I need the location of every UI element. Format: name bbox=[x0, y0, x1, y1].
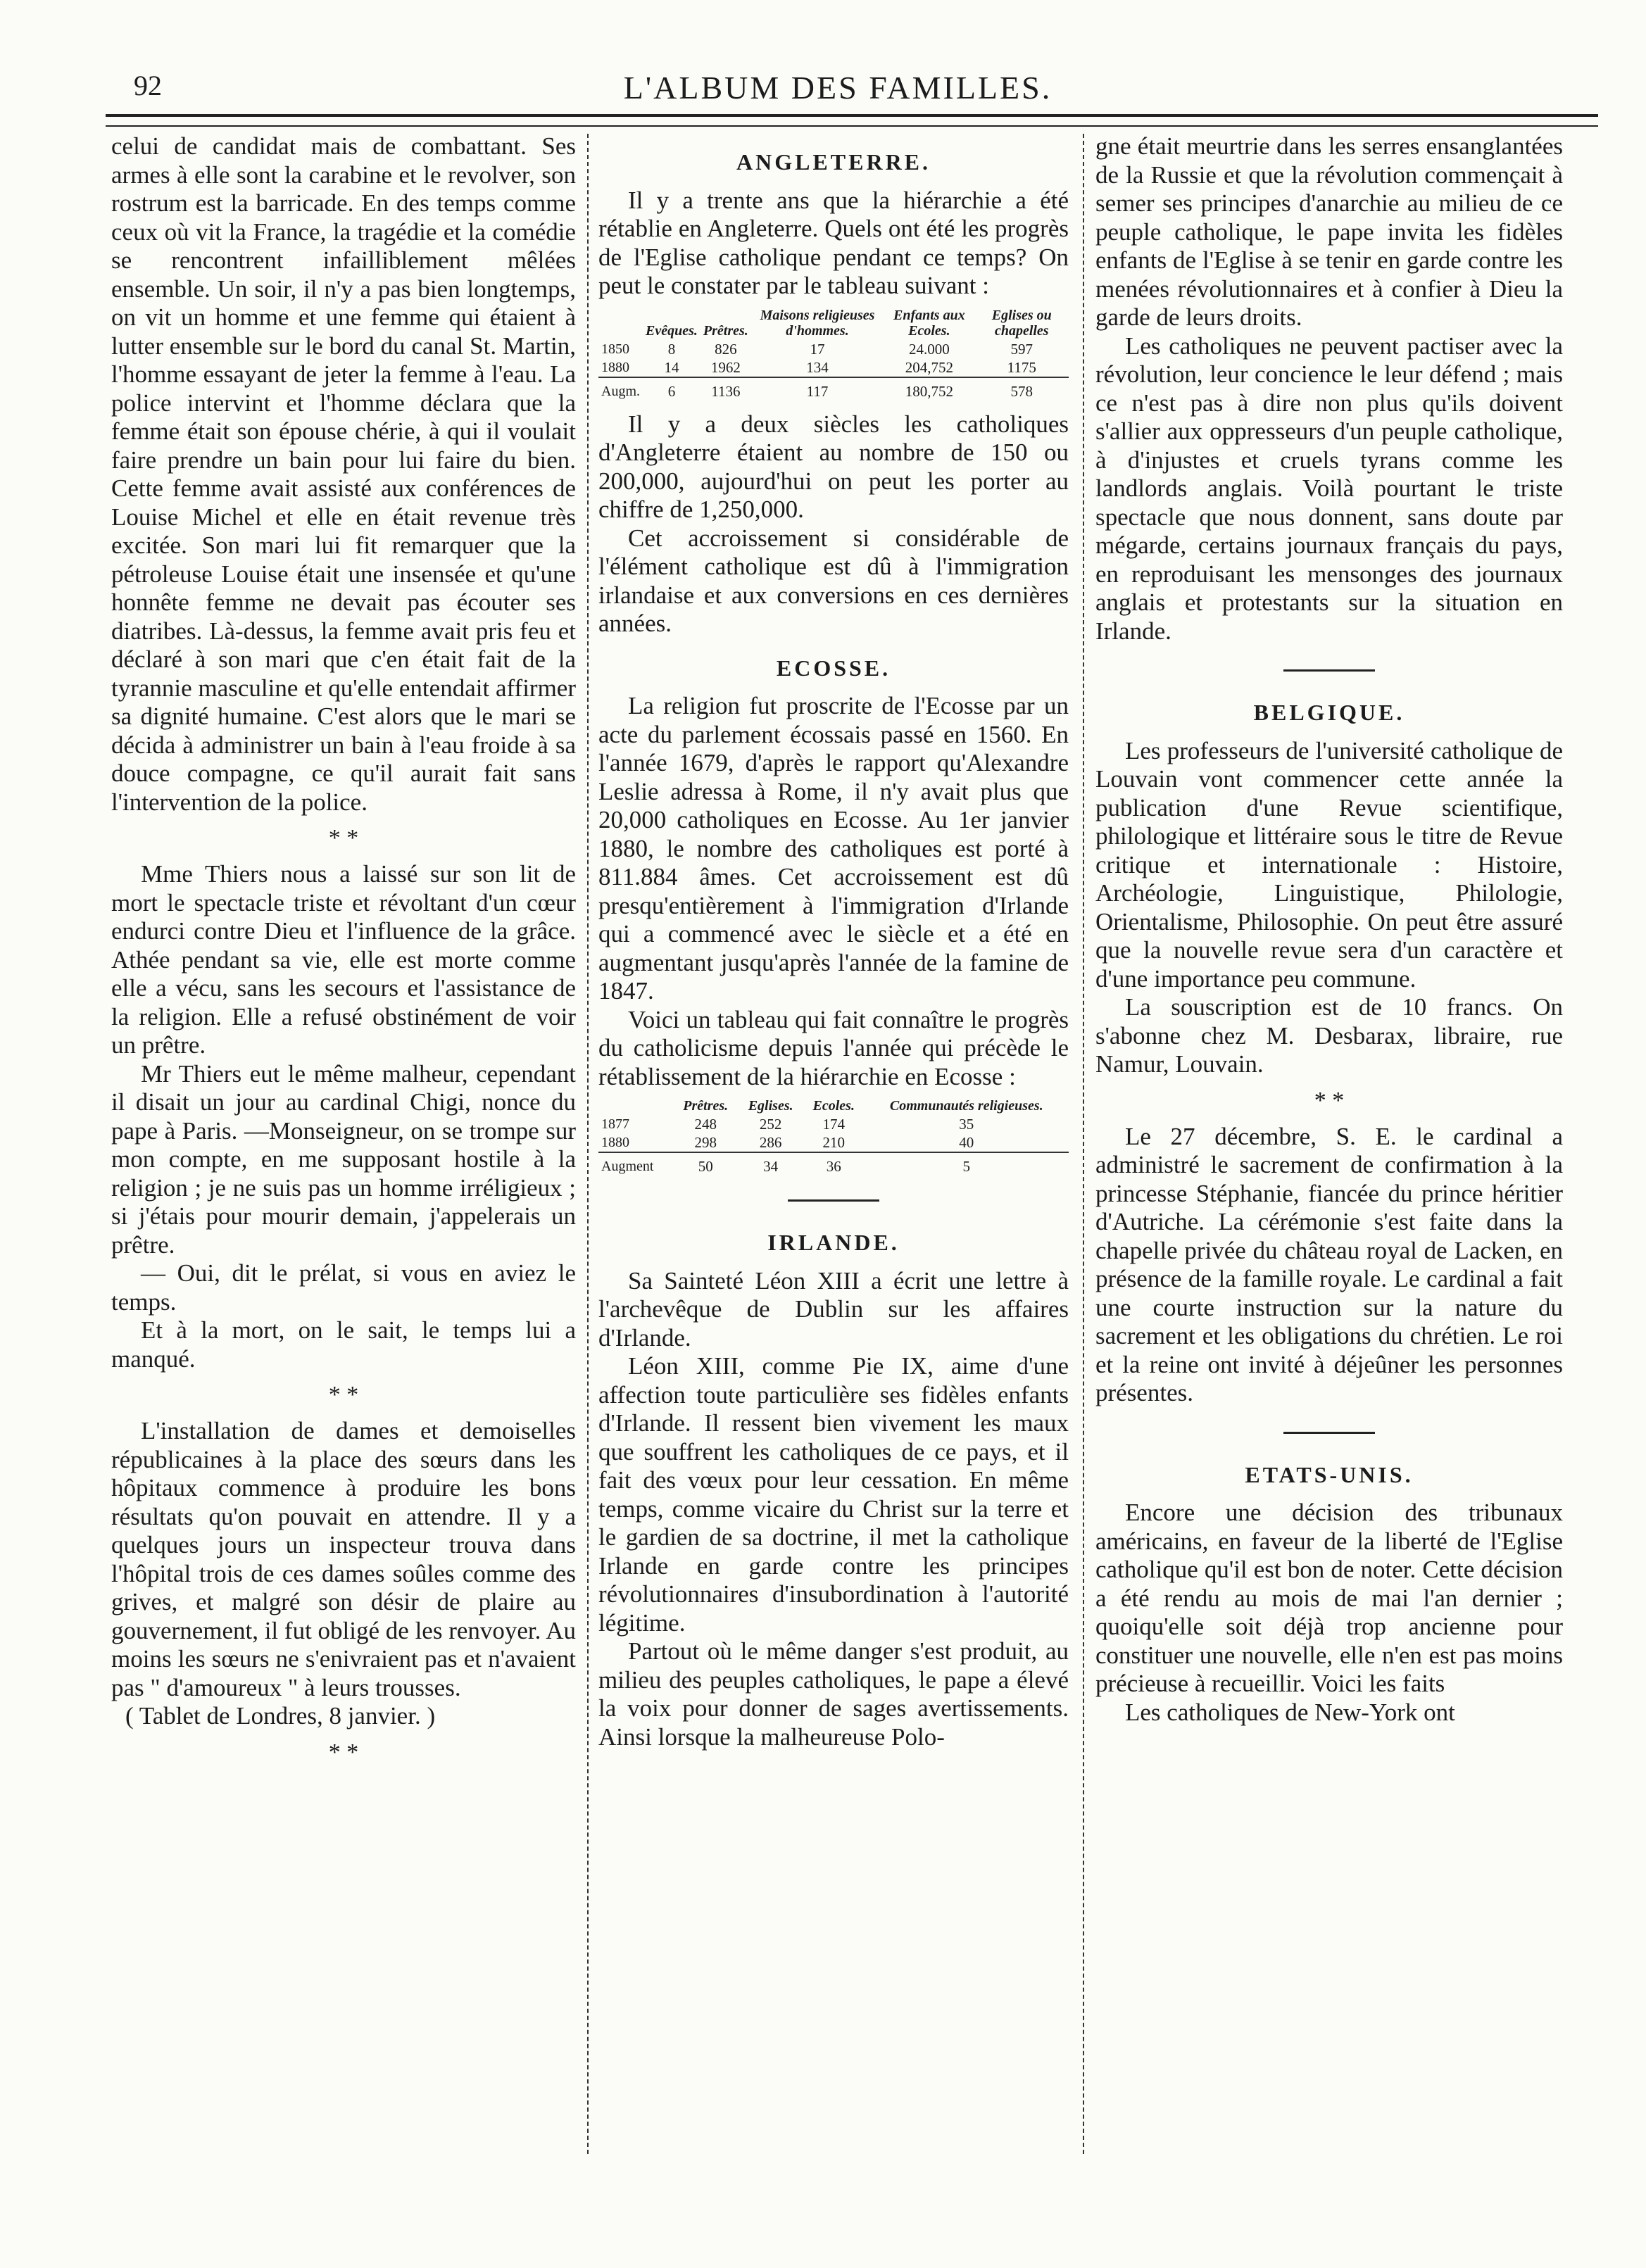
table-header-row bbox=[598, 306, 1069, 340]
table-header bbox=[598, 1097, 673, 1115]
paragraph: Cet accroissement si considérable de l'élément catholique est dû à l'immigration irlandaise et aux conversions en ces dernières années. bbox=[598, 524, 1069, 637]
header-rule-thin bbox=[106, 125, 1598, 127]
table-cell: 17 bbox=[810, 340, 825, 358]
table-cell: 1136 bbox=[701, 377, 751, 401]
table-cell: 204,752 bbox=[905, 358, 953, 376]
paragraph: Partout où le même danger s'est produit, au milieu des peuples catholiques, le pape a élevé la voix pour donner de sages avertissements. Ainsi lorsque la malheureuse Polo- bbox=[598, 1637, 1069, 1751]
column-3 bbox=[1095, 132, 1563, 2209]
paragraph: Il y a trente ans que la hiérarchie a été rétablie en Angleterre. Quels ont été les progrès de l'Eglise catholique pendant ce temps? On peut le constater par le tableau suivant : bbox=[598, 186, 1069, 299]
section-rule bbox=[788, 1199, 879, 1202]
table-cell: Augm. bbox=[598, 377, 643, 401]
table-header: Evêques. bbox=[646, 322, 698, 339]
table-cell: 36 bbox=[803, 1152, 865, 1176]
paragraph: Léon XIII, comme Pie IX, aime d'une affection toute particulière ses fidèles enfants d'Irlande. Il ressent bien vivement les maux que souffrent les catholiques de ce pays, et il fait des vœux pour leur cessation. En même temps, comme vicaire du Christ sur la terre et le gardien de sa doctrine, il met la catholique Irlande en garde contre les principes révolutionnaires d'insubordination à l'autorité légitime. bbox=[598, 1352, 1069, 1637]
table-cell: 5 bbox=[865, 1152, 1069, 1176]
table-header: Ecoles. bbox=[812, 1098, 855, 1114]
table-cell: 826 bbox=[715, 340, 737, 358]
table-cell: 14 bbox=[664, 358, 679, 376]
table-total-row bbox=[598, 1152, 1069, 1176]
section-rule bbox=[1283, 1432, 1375, 1434]
table-header: Maisons religieuses d'hommes. bbox=[760, 307, 875, 339]
section-heading-belgique: BELGIQUE. bbox=[1253, 700, 1405, 725]
paragraph: Le 27 décembre, S. E. le cardinal a administré le sacrement de confirmation à la princesse Stéphanie, fiancée du prince héritier d'Autriche. La cérémonie s'est faite dans la chapelle privée du château royal de Lacken, en présence de la famille royale. Le cardinal a fait une courte instruction sur la nature du sacrement et les obligations du chrétien. Le roi et la reine ont invité à déjeûner les personnes présentes. bbox=[1095, 1122, 1563, 1406]
paragraph: Mme Thiers nous a laissé sur son lit de mort le spectacle triste et révoltant d'un cœur endurci contre Dieu et l'influence de la grâce. Athée pendant sa vie, elle est morte comme elle a vécu, sans les secours et l'assistance de la religion. Elle a refusé obstinément de voir un prêtre. bbox=[111, 860, 576, 1059]
paragraph: La religion fut proscrite de l'Ecosse par un acte du parlement écossais passé en 1560. En l'année 1679, d'après le rapport qu'Alexandre Leslie adressa à Rome, il n'y avait plus que 20,000 catholiques en Ecosse. Au 1er janvier 1880, le nombre des catholiques est porté à 811.884 âmes. Cet accroissement est dû presqu'entièrement à l'immigration d'Irlande qui a commencé avec le siècle et a été en augmentant jusqu'après l'année de la famine de 1847. bbox=[598, 692, 1069, 1004]
paragraph: — Oui, dit le prélat, si vous en aviez le temps. bbox=[111, 1259, 576, 1316]
paragraph: La souscription est de 10 francs. On s'abonne chez M. Desbarax, libraire, rue Namur, Louvain. bbox=[1095, 993, 1563, 1078]
column-divider-2 bbox=[1083, 134, 1084, 2154]
table-cell: Augment bbox=[598, 1152, 673, 1176]
section-rule bbox=[1283, 669, 1375, 672]
section-separator-stars: * * bbox=[328, 1382, 359, 1408]
paragraph: Voici un tableau qui fait connaître le progrès du catholicisme depuis l'année qui précède le rétablissement de la hiérarchie en Ecosse : bbox=[598, 1005, 1069, 1090]
table-cell: 248 bbox=[694, 1116, 717, 1133]
table-header: Prêtres. bbox=[703, 322, 748, 339]
table-header bbox=[598, 306, 643, 340]
table-cell: 1877 bbox=[601, 1116, 629, 1132]
table-row bbox=[598, 1115, 1069, 1133]
table-cell: 1880 bbox=[601, 1135, 629, 1150]
table-cell: 174 bbox=[822, 1116, 845, 1133]
column-2 bbox=[598, 132, 1069, 2209]
paragraph: Sa Sainteté Léon XIII a écrit une lettre à l'archevêque de Dublin sur les affaires d'Irlande. bbox=[598, 1266, 1069, 1352]
paragraph: Les professeurs de l'université catholique de Louvain vont commencer cette année la publication d'une Revue scientifique, philologique et littéraire sous le titre de Revue critique et internationale : Histoire, Archéologie, Linguistique, Philologie, Orientalisme, Philosophie. On peut être assuré que la nouvelle revue sera d'un caractère et d'une importance peu commune. bbox=[1095, 736, 1563, 993]
table-cell: 134 bbox=[806, 358, 829, 376]
table-cell: 286 bbox=[759, 1134, 782, 1151]
paragraph: gne était meurtrie dans les serres ensanglantées de la Russie et que la révolution commençait à semer ses principes d'anarchie au milieu de ce peuple catholique, le pape invita les fidèles enfants de l'Eglise à se tenir en garde contre les menées révolutionnaires et à confier à Dieu la garde de leurs droits. bbox=[1095, 132, 1563, 331]
table-cell: 578 bbox=[975, 377, 1069, 401]
running-title: L'ALBUM DES FAMILLES. bbox=[623, 70, 1053, 106]
paragraph: Et à la mort, on le sait, le temps lui a manqué. bbox=[111, 1316, 576, 1373]
column-divider-1 bbox=[587, 134, 589, 2154]
table-cell: 8 bbox=[667, 340, 676, 358]
section-separator-stars: * * bbox=[328, 1739, 359, 1765]
table-row bbox=[598, 1133, 1069, 1152]
section-heading-etats-unis: ETATS-UNIS. bbox=[1245, 1461, 1414, 1487]
table-cell: 1880 bbox=[601, 359, 629, 375]
table-cell: 24.000 bbox=[908, 340, 950, 358]
header-rule-thick bbox=[106, 114, 1598, 117]
table-row bbox=[598, 358, 1069, 377]
paragraph: L'installation de dames et demoiselles républicaines à la place des sœurs dans les hôpitaux commence à produire les bons résultats qu'on pouvait en attendre. Il y a quelques jours un inspecteur trouva dans l'hôpital trois de ces dames soûles comme des grives, et malgré son désir de plaire au gouvernement, il fut obligé de les renvoyer. Au moins les sœurs ne s'enivraient pas et n'avaient pas " d'amoureux " à leurs trousses. bbox=[111, 1417, 576, 1701]
column-1 bbox=[111, 132, 576, 2209]
table-header: Communautés religieuses. bbox=[889, 1098, 1043, 1114]
table-total-row bbox=[598, 377, 1069, 401]
table-cell: 1962 bbox=[710, 358, 741, 376]
table-header: Enfants aux Ecoles. bbox=[893, 307, 965, 339]
table-cell: 50 bbox=[673, 1152, 738, 1176]
paragraph: Les catholiques ne peuvent pactiser avec la révolution, leur concience le leur défend ; mais ce n'est pas à dire non plus qu'ils doivent s'allier aux oppresseurs d'un peuple catholique, à d'injustes et cruels tyrans comme les landlords anglais. Voilà pourtant le triste spectacle que nous donnent, sans doute par mégarde, certains journaux français du pays, en reproduisant les mensonges des journaux anglais et protestants sur la situation en Irlande. bbox=[1095, 332, 1563, 645]
table-header: Eglises ou chapelles bbox=[991, 307, 1052, 339]
table-header: Prêtres. bbox=[683, 1098, 729, 1114]
statistics-table-england bbox=[598, 306, 1069, 401]
page-number: 92 bbox=[134, 70, 162, 101]
table-cell: 40 bbox=[959, 1134, 974, 1151]
table-header-row bbox=[598, 1097, 1069, 1115]
table-cell: 210 bbox=[822, 1134, 845, 1151]
table-cell: 6 bbox=[643, 377, 701, 401]
section-separator-stars: * * bbox=[328, 825, 359, 851]
table-row bbox=[598, 340, 1069, 358]
statistics-table-scotland bbox=[598, 1097, 1069, 1176]
paragraph: celui de candidat mais de combattant. Ses armes à elle sont la carabine et le revolver, son rostrum est la barricade. En des temps comme ceux où vit la France, la tragédie et la comédie se rencontrent infailliblement mêlées ensemble. Un soir, il n'y a pas bien longtemps, on vit un homme et une femme qui étaient à lutter ensemble sur le bord du canal St. Martin, l'homme essayant de jeter la femme à l'eau. La police intervint et l'homme déclara que la femme était son épouse chérie, à qui il voulait faire prendre un bain pour lui faire du bien. Cette femme avait assisté aux conférences de Louise Michel et elle en était revenue très excitée. Son mari lui fit remarquer que la pétroleuse Louise était une insensée et qu'une honnête femme ne devait pas écouter ses diatribes. Là-dessus, la femme avait pris feu et déclaré à son mari que c'en était fait de la tyrannie masculine et qu'elle entendait affirmer sa dignité humaine. C'est alors que le mari se décida à administrer un bain à l'eau froide à sa douce compagne, ce qu'il aurait fait sans l'intervention de la police. bbox=[111, 132, 576, 816]
section-heading-angleterre: ANGLETERRE. bbox=[736, 149, 931, 175]
table-cell: 1850 bbox=[601, 341, 629, 357]
section-separator-stars: * * bbox=[1314, 1087, 1345, 1114]
table-cell: 180,752 bbox=[884, 377, 974, 401]
table-cell: 597 bbox=[1010, 340, 1034, 358]
source-citation: ( Tablet de Londres, 8 janvier. ) bbox=[125, 1702, 436, 1730]
table-cell: 34 bbox=[738, 1152, 803, 1176]
table-cell: 1175 bbox=[1007, 358, 1036, 376]
section-heading-ecosse: ECOSSE. bbox=[776, 655, 891, 681]
section-heading-irlande: IRLANDE. bbox=[767, 1230, 900, 1255]
paragraph: Il y a deux siècles les catholiques d'Angleterre étaient au nombre de 150 ou 200,000, aujourd'hui on peut les porter au chiffre de 1,250,000. bbox=[598, 410, 1069, 523]
table-cell: 35 bbox=[959, 1116, 974, 1133]
table-cell: 252 bbox=[759, 1116, 782, 1133]
table-cell: 298 bbox=[694, 1134, 717, 1151]
page-header bbox=[84, 41, 1591, 104]
paragraph: Mr Thiers eut le même malheur, cependant il disait un jour au cardinal Chigi, nonce du pape à Paris. —Monseigneur, on se trompe sur mon compte, en me supposant hostile à la religion ; je ne suis pas un homme irréligieux ; si j'étais pour mourir demain, j'appelerais un prêtre. bbox=[111, 1059, 576, 1259]
paragraph: Encore une décision des tribunaux américains, en faveur de la liberté de l'Eglise catholique qu'il est bon de noter. Cette décision a été rendu au mois de mai l'an dernier ; quoiqu'elle soit déjà trop ancienne pour constituer une nouvelle, elle n'en est pas moins précieuse à recueillir. Voici les faits bbox=[1095, 1499, 1563, 1697]
table-header: Eglises. bbox=[748, 1098, 793, 1114]
table-cell: 117 bbox=[751, 377, 884, 401]
paragraph: Les catholiques de New-York ont bbox=[1125, 1698, 1455, 1726]
